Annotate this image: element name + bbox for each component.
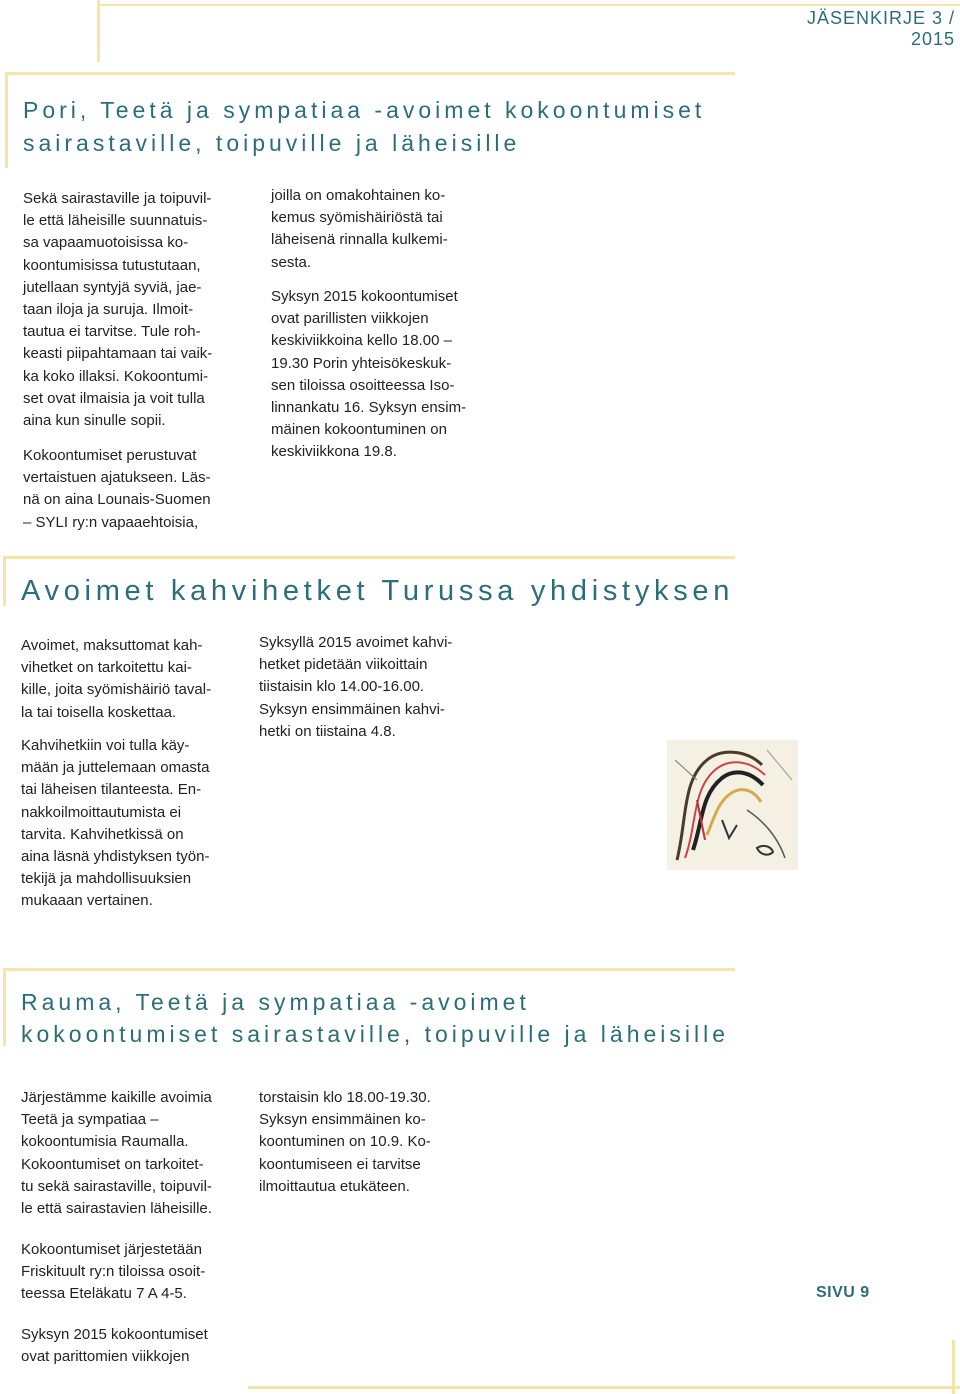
newsletter-title: JÄSENKIRJE 3 / 2015 xyxy=(806,8,955,49)
paragraph: Kahvihetkiin voi tulla käy- mään ja juttelemaan omasta tai läheisen tilanteesta. En- nakkoilmoittautumista ei tarvita. Kahvihetkissä on aina läsnä yhdistyksen työn- tekijä ja mahdollisuuksien mukaaan vertainen. xyxy=(21,737,210,910)
section-rule-vertical xyxy=(3,556,6,606)
paragraph: Järjestämme kaikille avoimia Teetä ja sympatiaa – kokoontumisia Raumalla. Kokoontumiset on tarkoitet- tu sekä sairastaville, toipuvil- le että sairastavien läheisille. xyxy=(21,1089,212,1218)
section-rule-vertical xyxy=(5,72,8,168)
section-title-line2: sairastaville, toipuville ja läheisille xyxy=(23,130,521,156)
paragraph: Avoimet, maksuttomat kah- vihetket on tarkoitettu kai- kille, joita syömishäiriö taval- la tai toisella koskettaa. xyxy=(21,637,212,721)
sketch-illustration-svg xyxy=(667,740,798,870)
header-rule-vertical xyxy=(97,0,100,62)
header-rule-horizontal xyxy=(97,4,960,6)
paragraph: Syksyllä 2015 avoimet kahvi- hetket pidetään viikoittain tiistaisin klo 14.00-16.00. Syksyn ensimmäinen kahvi- hetki on tiistaina 4.8. xyxy=(259,634,453,740)
section-title-line1: Pori, Teetä ja sympatiaa -avoimet kokoontumiset xyxy=(23,97,706,123)
paragraph: Sekä sairastaville ja toipuvil- le että läheisille suunnatuis- sa vapaamuotoisissa ko- koontumisissa tutustutaan, jutellaan syntyjä syviä, jae- taan iloja ja suruja. Ilmoit- tautua ei tarvitse. Tule roh- keasti piipahtamaan tai vaik- ka koko illaksi. Kokoontumi- set ovat ilmaisia ja voit tulla aina kun sinulle sopii. xyxy=(23,190,213,430)
paragraph: Kokoontumiset perustuvat vertaistuen ajatukseen. Läs- nä on aina Lounais-Suomen – SYLI ry:n vapaaehtoisia, xyxy=(23,447,211,531)
paragraph: Kokoontumiset järjestetään Friskituult ry:n tiloissa osoit- teessa Eteläkatu 7 A 4-5. xyxy=(21,1241,206,1303)
section-rule-horizontal xyxy=(3,968,735,971)
section-title-line1: Rauma, Teetä ja sympatiaa -avoimet xyxy=(21,989,530,1015)
footer-rule-horizontal xyxy=(248,1386,960,1389)
sketch-illustration xyxy=(667,740,798,870)
paragraph: joilla on omakohtainen ko- kemus syömishäiriöstä tai läheisenä rinnalla kulkemi- sesta. xyxy=(271,187,448,271)
section-rule-horizontal xyxy=(3,556,735,559)
page-number: SIVU 9 xyxy=(816,1284,870,1301)
section-rule-vertical xyxy=(3,968,6,1046)
paragraph: Syksyn 2015 kokoontumiset ovat parillisten viikkojen keskiviikkoina kello 18.00 – 19.30 Porin yhteisökeskuk- sen tiloissa osoitteessa Iso- linnankatu 16. Syksyn ensim- mäinen kokoontuminen on keskiviikkona 19.8. xyxy=(271,288,467,461)
section-rule-horizontal xyxy=(5,72,735,75)
paragraph: torstaisin klo 18.00-19.30. Syksyn ensimmäinen ko- koontuminen on 10.9. Ko- koontumiseen ei tarvitse ilmoittautua etukäteen. xyxy=(259,1089,431,1195)
section-title: Avoimet kahvihetket Turussa yhdistyksen xyxy=(21,575,735,607)
section-title-line2: kokoontumiset sairastaville, toipuville ja läheisille xyxy=(21,1021,730,1047)
paragraph: Syksyn 2015 kokoontumiset ovat parittomien viikkojen xyxy=(21,1326,208,1366)
